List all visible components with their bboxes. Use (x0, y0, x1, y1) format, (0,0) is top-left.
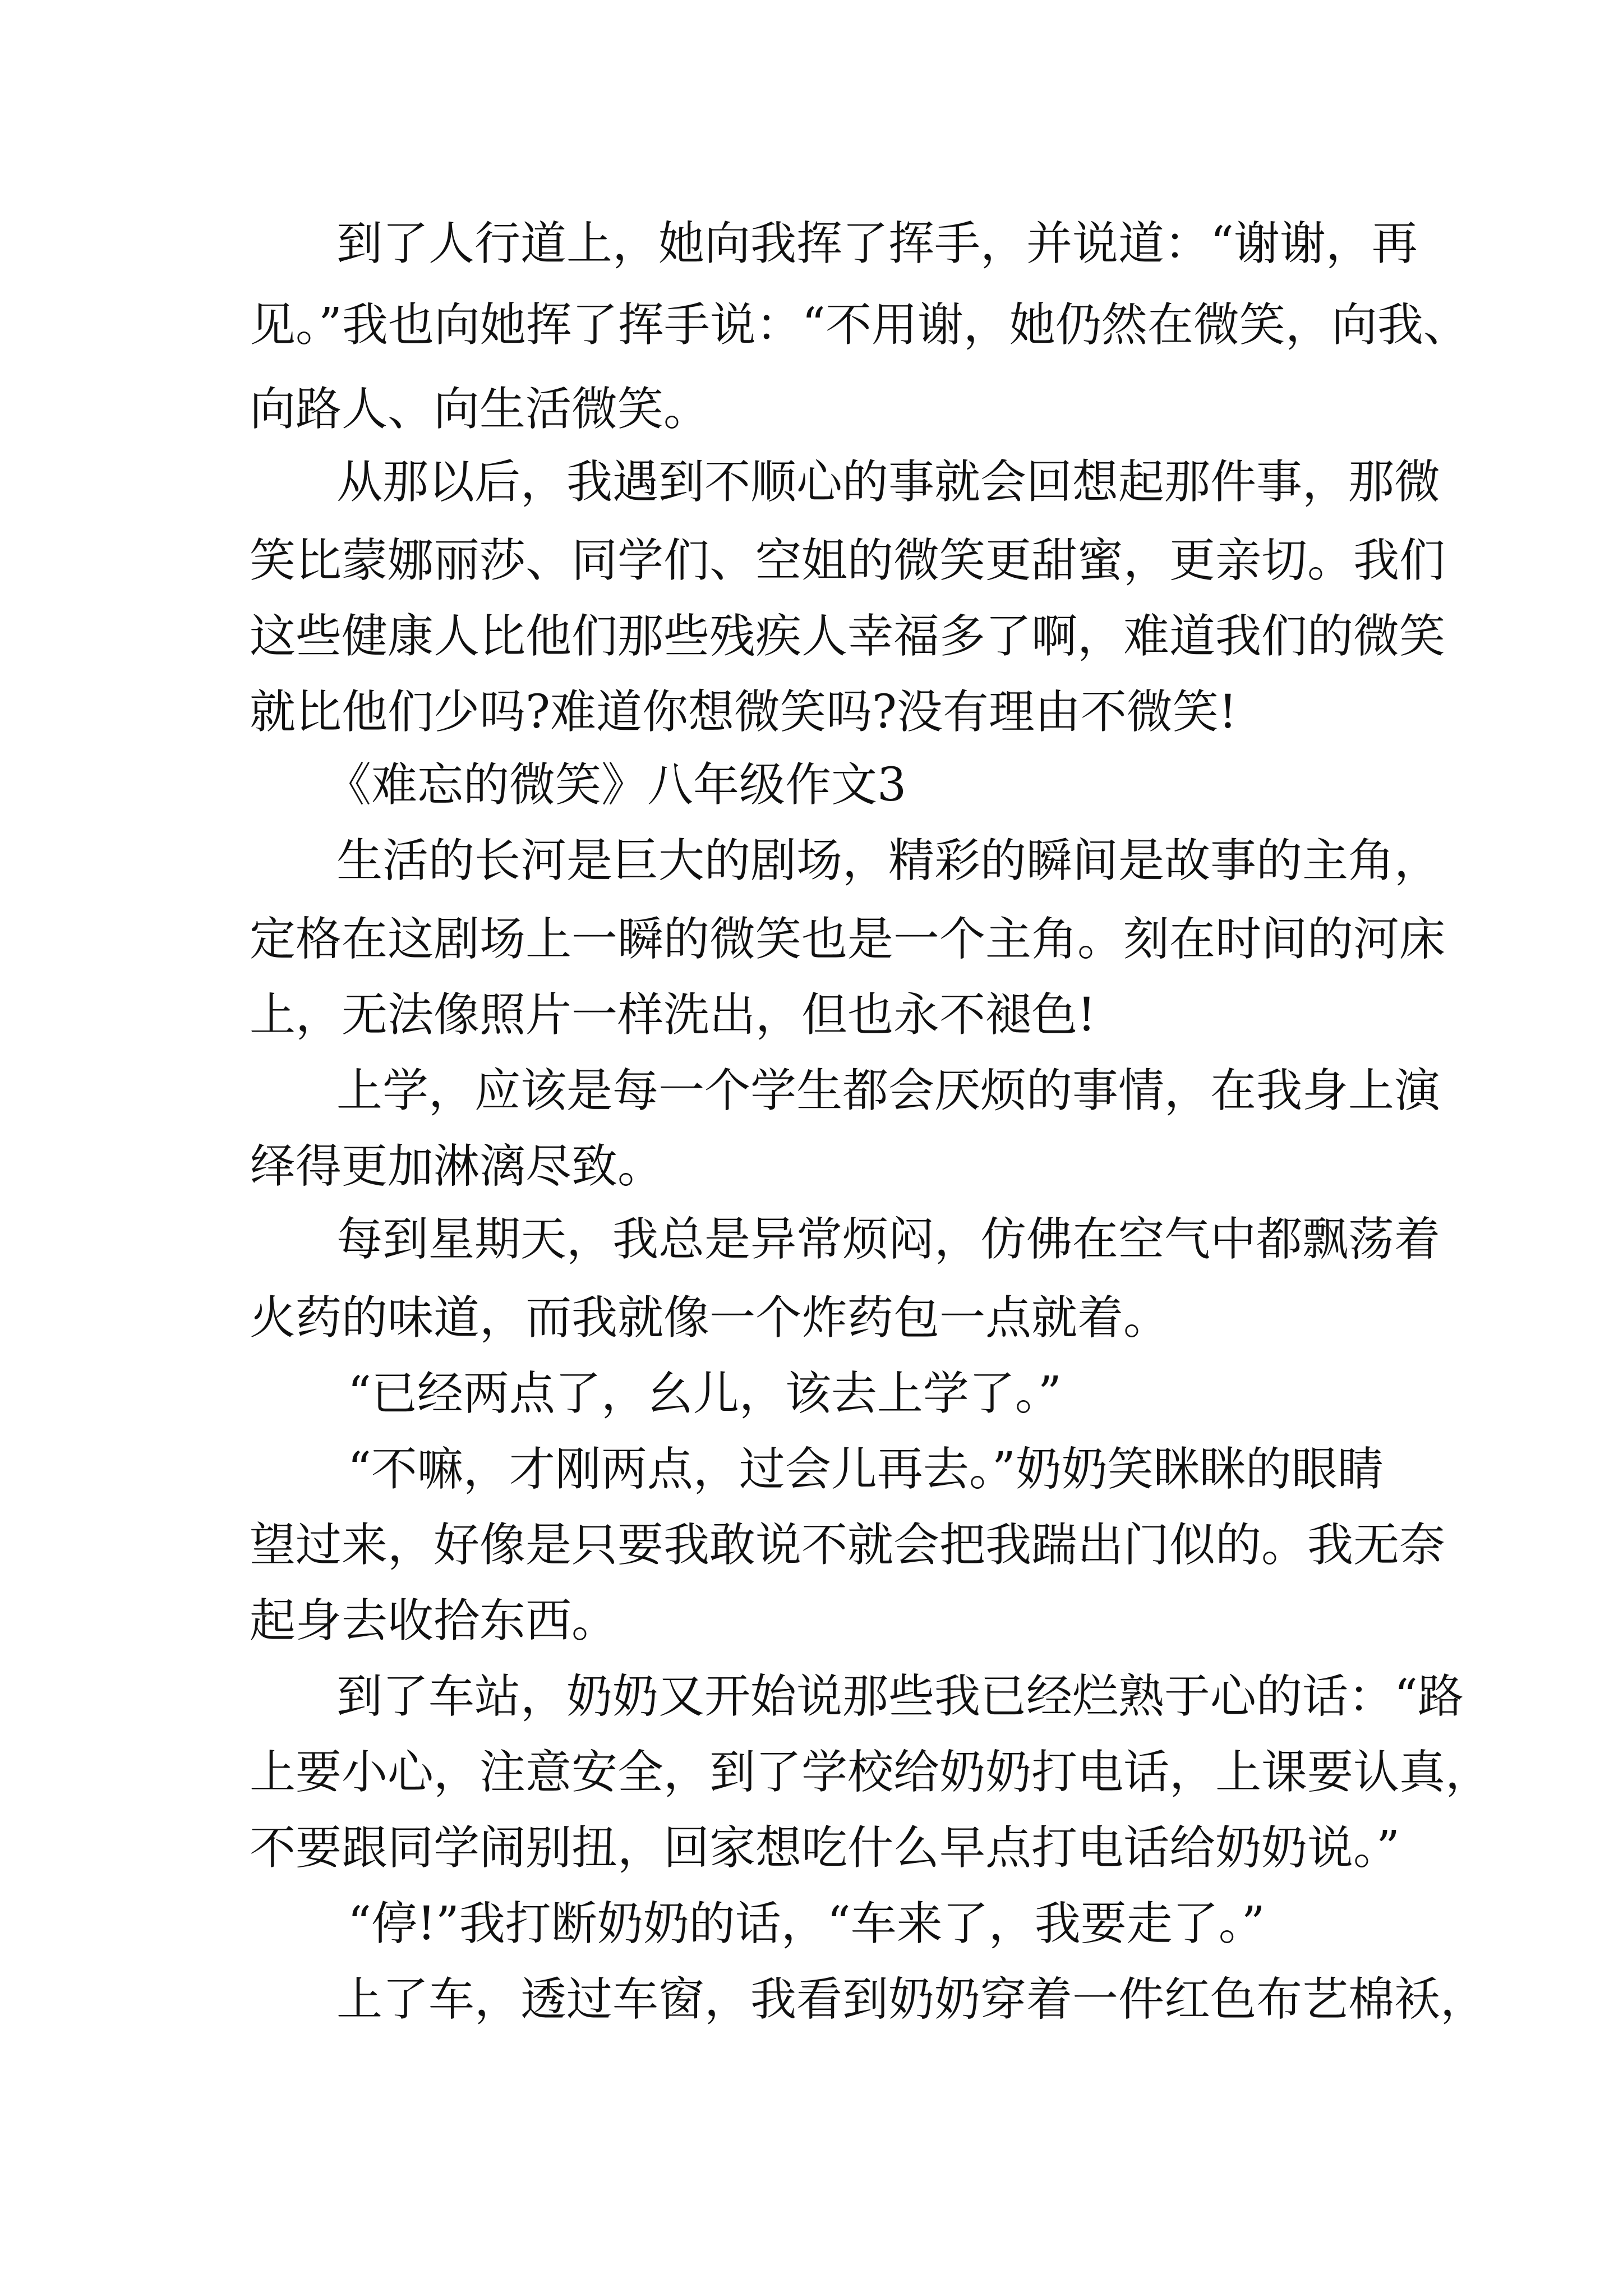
text-line: 绎得更加淋漓尽致。 (250, 1140, 664, 1193)
text-line: 向路人、向生活微笑。 (250, 383, 710, 436)
text-line: 上学，应该是每一个学生都会厌烦的事情，在我身上演 (336, 1064, 1441, 1117)
text-line: 到了人行道上，她向我挥了挥手，并说道：“谢谢，再 (336, 217, 1418, 270)
text-line: 望过来，好像是只要我敢说不就会把我踹出门似的。我无奈 (250, 1519, 1446, 1572)
text-line: 起身去收拾东西。 (250, 1594, 618, 1648)
text-line: 不要跟同学闹别扭，回家想吃什么早点打电话给奶奶说。” (250, 1821, 1400, 1875)
text-line: 生活的长河是巨大的剧场，精彩的瞬间是故事的主角， (336, 834, 1441, 887)
text-line: 上，无法像照片一样洗出，但也永不褪色! (250, 988, 1096, 1042)
text-line: “已经两点了，幺儿，该去上学了。” (348, 1367, 1062, 1420)
text-line: 上了车，透过车窗，我看到奶奶穿着一件红色布艺棉袄， (336, 1973, 1487, 2026)
text-line: 笑比蒙娜丽莎、同学们、空姐的微笑更甜蜜，更亲切。我们 (250, 534, 1446, 587)
text-line: 上要小心，注意安全，到了学校给奶奶打电话，上课要认真， (250, 1746, 1492, 1799)
text-line: 火药的味道，而我就像一个炸药包一点就着。 (250, 1291, 1170, 1345)
text-line: 这些健康人比他们那些残疾人幸福多了啊，难道我们的微笑 (250, 610, 1446, 663)
text-line: 就比他们少吗?难道你想微笑吗?没有理由不微笑! (250, 685, 1237, 739)
text-line: 见。”我也向她挥了挥手说：“不用谢，她仍然在微笑，向我、 (250, 298, 1469, 352)
text-line: “不嘛，才刚两点，过会儿再去。”奶奶笑眯眯的眼睛 (348, 1443, 1384, 1496)
text-line: 每到星期天，我总是异常烦闷，仿佛在空气中都飘荡着 (336, 1213, 1441, 1266)
text-line: 到了车站，奶奶又开始说那些我已经烂熟于心的话：“路 (336, 1670, 1464, 1723)
section-title: 《难忘的微笑》八年级作文3 (325, 758, 907, 812)
text-line: “停!”我打断奶奶的话，“车来了，我要走了。” (348, 1897, 1265, 1950)
text-line: 定格在这剧场上一瞬的微笑也是一个主角。刻在时间的河床 (250, 913, 1446, 966)
text-line: 从那以后，我遇到不顺心的事就会回想起那件事，那微 (336, 455, 1441, 509)
